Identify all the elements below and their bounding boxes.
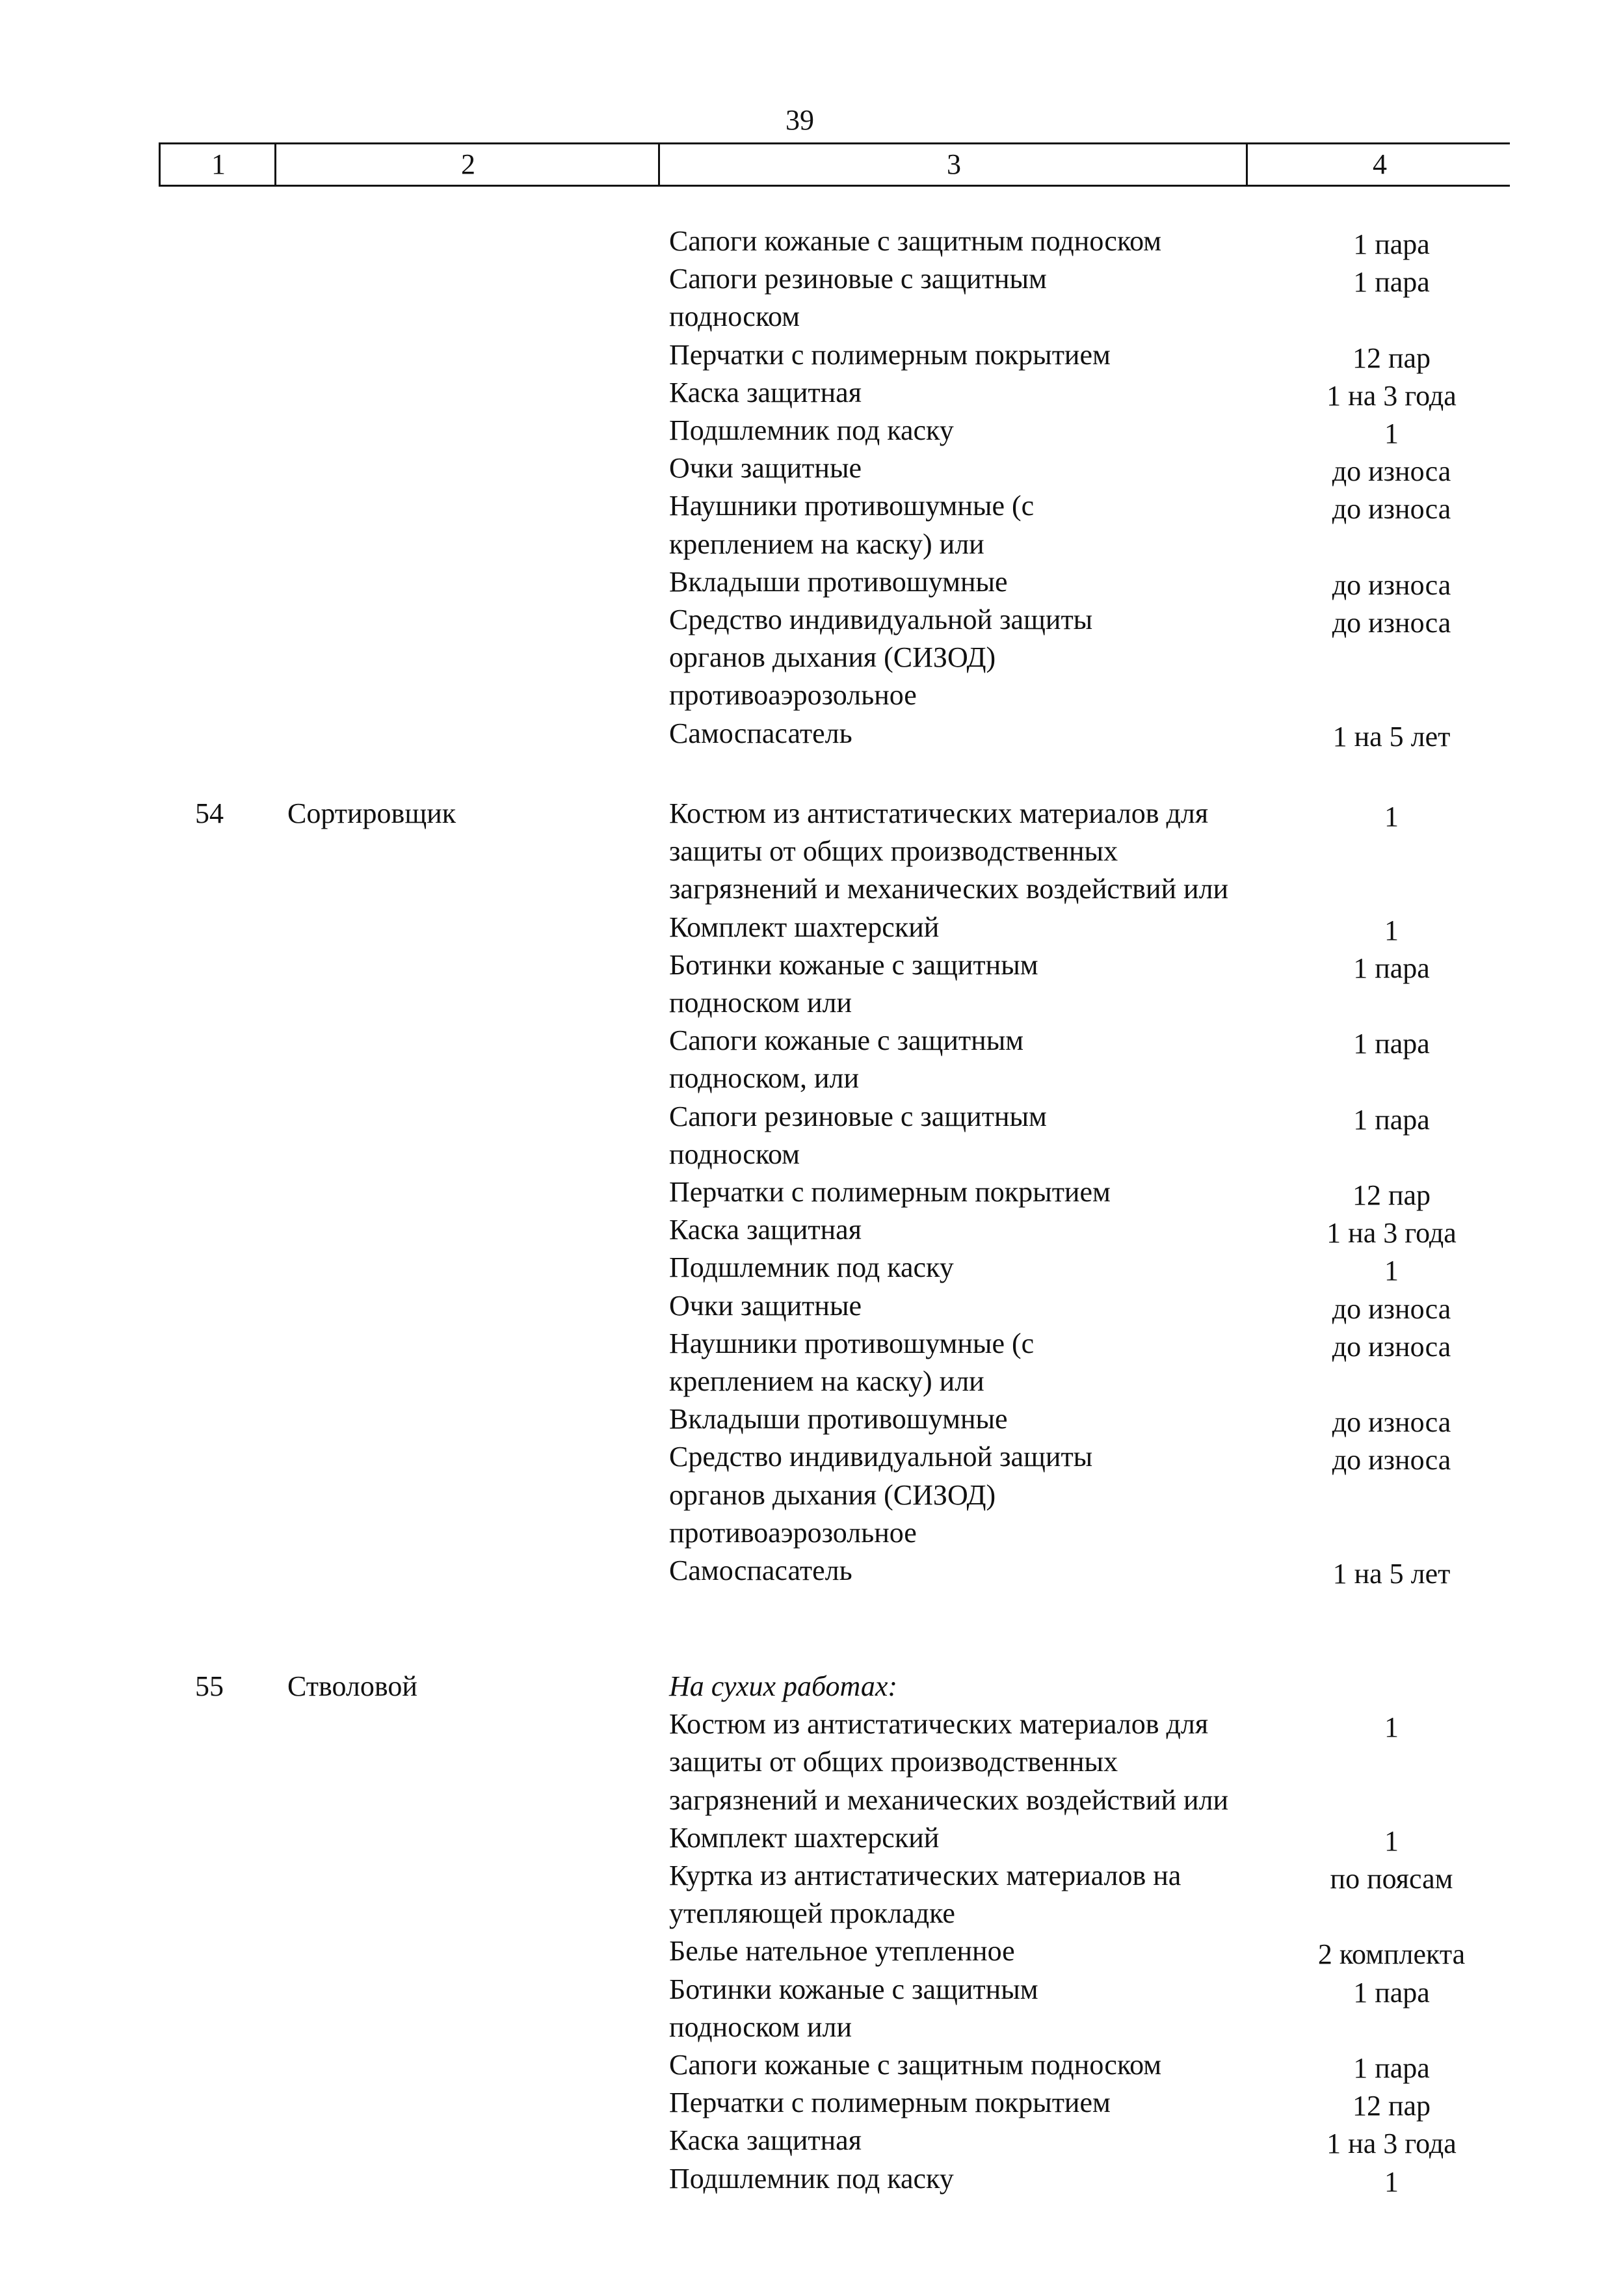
list-item	[0, 1438, 1623, 1552]
list-item	[0, 715, 1623, 753]
item-name: Ботинки кожаные с защитным подноском или	[669, 948, 1038, 1019]
item-name: Костюм из антистатических материалов для защиты от общих производственных загрязнений и механических воздействий или	[669, 797, 1229, 905]
item-norm: до износа	[1332, 493, 1451, 526]
list-item	[0, 2046, 1623, 2084]
list-item	[0, 946, 1623, 1022]
item-norm: 1 на 5 лет	[1332, 1558, 1451, 1590]
entry-profession: Стволовой	[287, 1670, 417, 1702]
item-name: Сапоги кожаные с защитным подноском	[669, 225, 1162, 257]
item-norm: 1	[1384, 1824, 1399, 1857]
item-name: Подшлемник под каску	[669, 414, 954, 447]
item-norm: 1 пара	[1353, 266, 1430, 299]
list-item	[0, 336, 1623, 374]
item-name: Каска защитная	[669, 376, 862, 408]
item-name: Куртка из антистатических материалов на утепляющей прокладке	[669, 1860, 1181, 1930]
entry-items	[0, 222, 1623, 753]
item-norm: 1 пара	[1353, 1103, 1430, 1136]
header-col-1: 1	[159, 144, 276, 185]
item-name: Комплект шахтерский	[669, 911, 940, 943]
list-item	[0, 412, 1623, 449]
list-item	[0, 1287, 1623, 1325]
item-name: Белье нательное утепленное	[669, 1935, 1015, 1968]
list-item	[0, 1249, 1623, 1287]
list-item	[0, 909, 1623, 946]
item-norm: 1	[1384, 914, 1399, 946]
item-name: Средство индивидуальной защиты органов дыхания (СИЗОД) противоаэрозольное	[669, 1441, 1093, 1549]
list-item	[0, 260, 1623, 336]
item-name: Комплект шахтерский	[669, 1821, 940, 1854]
item-norm: до износа	[1332, 455, 1451, 488]
list-item	[0, 1173, 1623, 1211]
item-name: Самоспасатель	[669, 717, 852, 749]
item-norm: 1	[1384, 801, 1399, 833]
item-name: Вкладыши противошумные	[669, 1403, 1008, 1435]
item-norm: до износа	[1332, 1406, 1451, 1439]
item-norm: 1 на 5 лет	[1332, 720, 1451, 753]
item-norm: до износа	[1332, 1330, 1451, 1363]
list-item	[0, 2122, 1623, 2159]
list-item	[0, 1857, 1623, 1932]
list-item	[0, 601, 1623, 715]
item-name: Сапоги резиновые с защитным подноском	[669, 263, 1047, 333]
list-item	[0, 1400, 1623, 1438]
list-item	[0, 1932, 1623, 1970]
item-norm: 2 комплекта	[1317, 1938, 1466, 1971]
list-item	[0, 487, 1623, 563]
item-norm: 1	[1384, 2165, 1399, 2198]
item-subheading: На сухих работах:	[669, 1670, 898, 1702]
item-norm: 1	[1384, 418, 1399, 450]
item-name: Каска защитная	[669, 2124, 862, 2157]
item-norm: 1 пара	[1353, 952, 1430, 984]
item-norm: 1 на 3 года	[1326, 379, 1457, 412]
list-item	[0, 1971, 1623, 2046]
item-norm: 1 пара	[1353, 2052, 1430, 2085]
item-norm: до износа	[1332, 1292, 1451, 1325]
item-norm: 12 пар	[1352, 1179, 1431, 1212]
list-item	[0, 1668, 1623, 1705]
item-name: Ботинки кожаные с защитным подноском или	[669, 1973, 1038, 2043]
item-name: Наушники противошумные (с креплением на каску) или	[669, 1327, 1035, 1398]
header-col-2: 2	[274, 144, 660, 185]
item-norm: 1 пара	[1353, 228, 1430, 260]
item-name: Перчатки с полимерным покрытием	[669, 338, 1111, 371]
entry-number: 54	[195, 797, 224, 829]
item-norm: по поясам	[1330, 1863, 1453, 1895]
item-name: Сапоги кожаные с защитным подноском	[669, 2049, 1162, 2081]
item-name: Вкладыши противошумные	[669, 565, 1008, 598]
list-item	[0, 1819, 1623, 1857]
item-name: Каска защитная	[669, 1214, 862, 1246]
item-name: Средство индивидуальной защиты органов дыхания (СИЗОД) противоаэрозольное	[669, 604, 1093, 712]
item-name: Подшлемник под каску	[669, 2162, 954, 2195]
entry-profession: Сортировщик	[287, 797, 456, 829]
item-norm: 1 пара	[1353, 1028, 1430, 1060]
item-name: Сапоги резиновые с защитным подноском	[669, 1100, 1047, 1170]
item-norm: до износа	[1332, 607, 1451, 639]
list-item	[0, 2160, 1623, 2198]
entry-items	[0, 1668, 1623, 2198]
list-item	[0, 1098, 1623, 1173]
item-norm: 12 пар	[1352, 341, 1431, 374]
item-name: Очки защитные	[669, 452, 862, 485]
item-name: Очки защитные	[669, 1289, 862, 1322]
item-norm: 12 пар	[1352, 2090, 1431, 2122]
list-item	[0, 1211, 1623, 1249]
list-item	[0, 374, 1623, 412]
item-name: Костюм из антистатических материалов для защиты от общих производственных загрязнений и механических воздействий или	[669, 1708, 1229, 1816]
header-col-4: 4	[1246, 144, 1512, 185]
item-norm: 1 на 3 года	[1326, 1217, 1457, 1249]
list-item	[0, 1552, 1623, 1590]
item-norm: 1	[1384, 1255, 1399, 1287]
item-norm: до износа	[1332, 568, 1451, 601]
item-norm: 1 пара	[1353, 1976, 1430, 2009]
list-item	[0, 563, 1623, 601]
item-norm: 1 на 3 года	[1326, 2128, 1457, 2160]
header-col-3: 3	[658, 144, 1248, 185]
table-header	[159, 142, 1510, 187]
item-norm: до износа	[1332, 1444, 1451, 1476]
list-item	[0, 2084, 1623, 2122]
entry-items	[0, 795, 1623, 1590]
item-name: Сапоги кожаные с защитным подноском, или	[669, 1024, 1024, 1095]
list-item	[0, 1022, 1623, 1097]
item-name: Подшлемник под каску	[669, 1251, 954, 1284]
list-item	[0, 222, 1623, 260]
list-item	[0, 795, 1623, 909]
item-norm: 1	[1384, 1711, 1399, 1744]
list-item	[0, 1325, 1623, 1400]
item-name: Перчатки с полимерным покрытием	[669, 2087, 1111, 2119]
list-item	[0, 1705, 1623, 1819]
item-name: Наушники противошумные (с креплением на каску) или	[669, 490, 1035, 560]
item-name: Самоспасатель	[669, 1555, 852, 1587]
item-name: Перчатки с полимерным покрытием	[669, 1176, 1111, 1208]
entry-number: 55	[195, 1670, 224, 1702]
page-number: 39	[785, 104, 814, 136]
list-item	[0, 449, 1623, 487]
